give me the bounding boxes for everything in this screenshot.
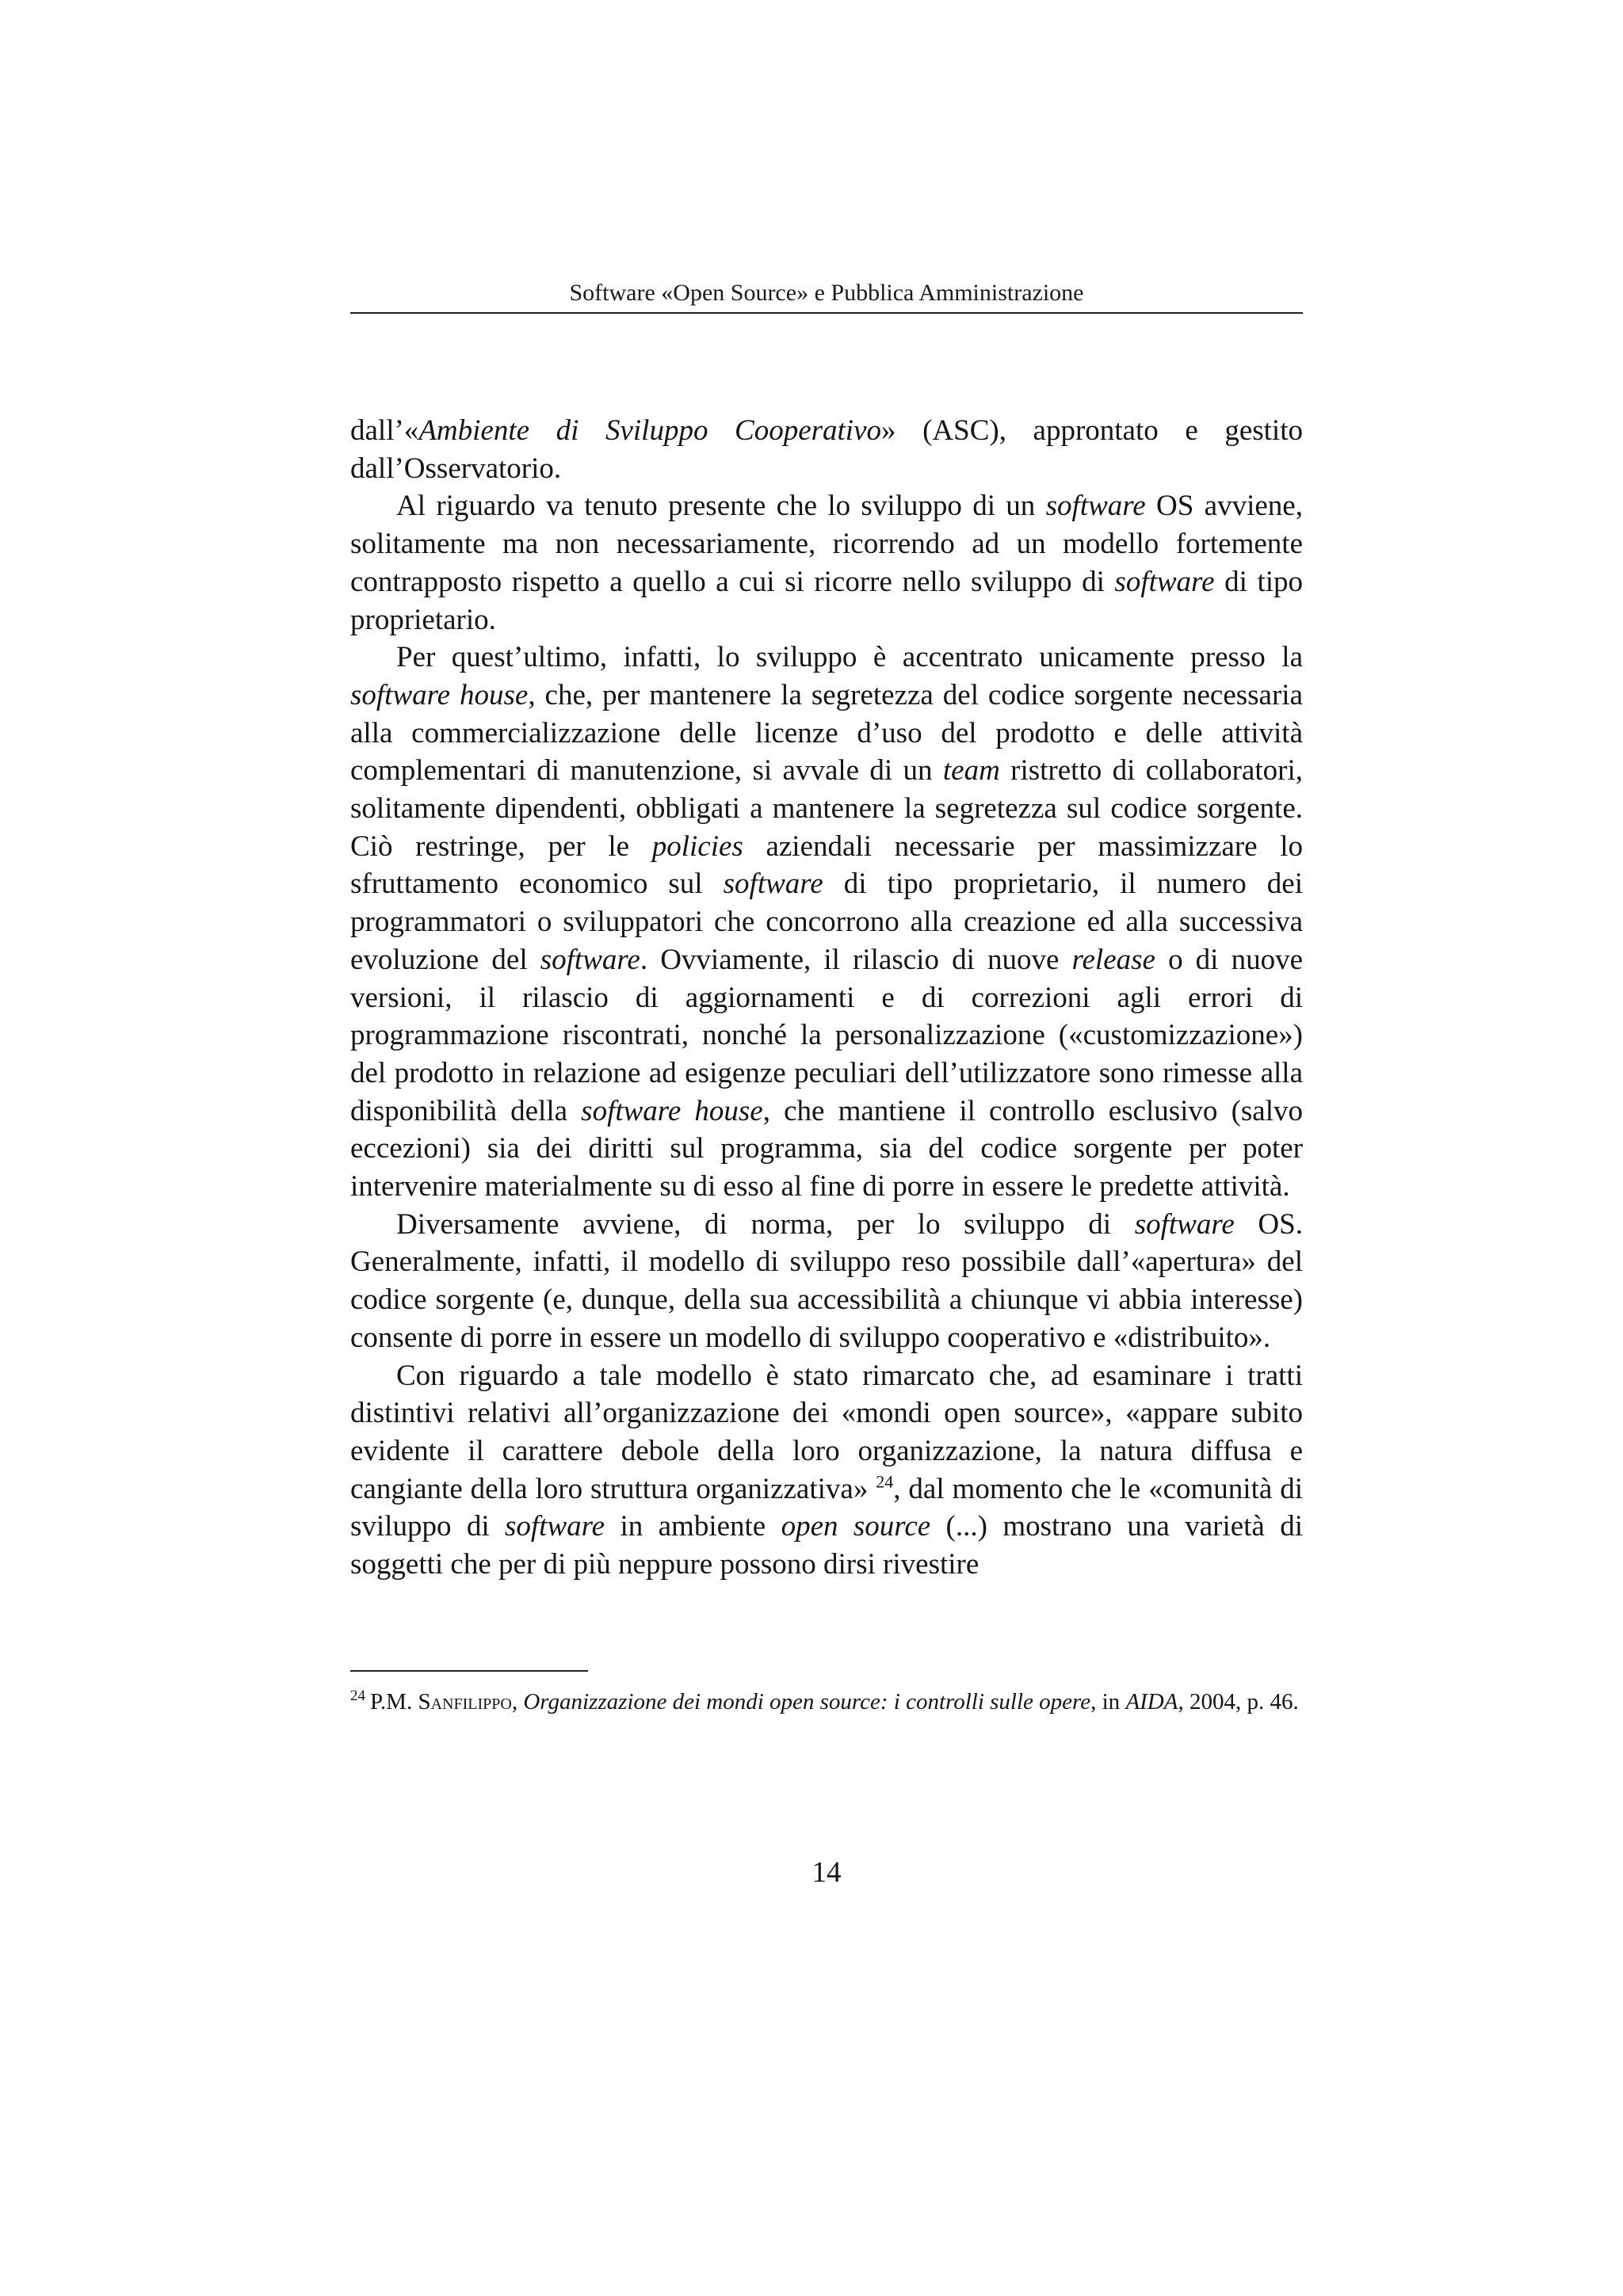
running-header: Software «Open Source» e Pubblica Amministrazione [569, 280, 1084, 306]
footnote-author: Sanfilippo [418, 1689, 512, 1714]
paragraph-5 [350, 1357, 1303, 1584]
text-run: , che, per mantenere la segretezza del codice sorgente necessaria alla commercializzazione delle licenze d’uso del prodotto e delle attività complementari di manutenzione, si avvale di un [350, 678, 1303, 788]
italic-run: release [1071, 943, 1155, 976]
footnote-24 [350, 1686, 1303, 1718]
text-run: (...) mostrano una varietà di soggetti che per di più neppure possono dirsi rivestire [350, 1510, 1304, 1581]
italic-run: software [1045, 490, 1146, 523]
text-run: dall’« [350, 414, 419, 447]
footnote-reference[interactable]: 24 [876, 1471, 894, 1492]
italic-run: Ambiente di Sviluppo Cooperativo [418, 414, 882, 447]
text-run: di tipo proprietario. [350, 565, 1303, 636]
footnote-number: 24 [350, 1688, 365, 1705]
text-run: o di nuove versioni, il rilascio di aggiornamenti e di correzioni agli errori di programmazione riscontrati, nonché la personalizzazione («customizzazione») del prodotto in relazione ad esigenze peculiari dell’utilizzatore sono rimesse alla disponibilità della [350, 943, 1303, 1127]
text-run: , in [1090, 1689, 1126, 1714]
text-run: aziendali necessarie per massimizzare lo sfruttamento economico sul [350, 830, 1303, 901]
italic-run: software [505, 1510, 605, 1543]
text-run: OS. Generalmente, infatti, il modello di sviluppo reso possibile dall’«apertura» del codice sorgente (e, dunque, della sua accessibilità a chiunque vi abbia interesse) consente di porre in essere un modello di sviluppo cooperativo e «distribuito». [350, 1207, 1303, 1354]
footnote-journal: AIDA [1125, 1689, 1178, 1714]
paragraph-1 [350, 412, 1303, 487]
text-run: Diversamente avviene, di norma, per lo sviluppo di [396, 1207, 1135, 1241]
text-run: in ambiente [605, 1510, 781, 1543]
italic-run: policies [651, 830, 743, 863]
text-run: ristretto di collaboratori, solitamente dipendenti, obbligati a mantenere la segretezza sul codice sorgente. Ciò restringe, per le [350, 754, 1303, 863]
italic-run: software [1114, 565, 1215, 598]
paragraph-4 [350, 1206, 1303, 1357]
text-run: Per quest’ultimo, infatti, lo sviluppo è accentrato unicamente presso la [396, 641, 1303, 674]
paragraph-2 [350, 487, 1303, 639]
text-run: , 2004, p. 46. [1178, 1689, 1299, 1714]
italic-run: open source [781, 1510, 931, 1543]
text-run: di tipo proprietario, il numero dei programmatori o sviluppatori che concorrono alla creazione ed alla successiva evoluzione del [350, 868, 1303, 976]
italic-run: software house [350, 678, 529, 711]
text-run: OS avviene, solitamente ma non necessariamente, ricorrendo ad un modello fortemente contrapposto rispetto a quello a cui si ricorre nello sviluppo di [350, 490, 1303, 598]
header-rule [350, 312, 1303, 314]
italic-run: team [942, 754, 1000, 788]
text-run: , [511, 1689, 524, 1714]
body-text [350, 412, 1303, 1584]
italic-run: software [540, 943, 640, 976]
footnote-rule [350, 1670, 588, 1672]
text-run: . Ovviamente, il rilascio di nuove [640, 943, 1072, 976]
text-run: Con riguardo a tale modello è stato rimarcato che, ad esaminare i tratti distintivi relativi all’organizzazione dei «mondi open source», «appare subito evidente il carattere debole della loro organizzazione, la natura diffusa e cangiante della loro struttura organizzativa» [350, 1359, 1303, 1505]
footnote-title: Organizzazione dei mondi open source: i controlli sulle opere [523, 1689, 1091, 1714]
text-run: P.M. [370, 1689, 418, 1714]
text-run: » (ASC), approntato e gestito dall’Osservatorio. [350, 414, 1303, 485]
text-run: , che mantiene il controllo esclusivo (salvo eccezioni) sia dei diritti sul programma, sia del codice sorgente per poter intervenire materialmente su di esso al fine di porre in essere le predette attività. [350, 1094, 1303, 1203]
text-run: Al riguardo va tenuto presente che lo sviluppo di un [396, 490, 1046, 523]
paragraph-3 [350, 639, 1303, 1206]
italic-run: software house [581, 1094, 763, 1127]
text-run: , dal momento che le «comunità di sviluppo di [350, 1472, 1303, 1543]
italic-run: software [1134, 1207, 1235, 1241]
italic-run: software [723, 868, 823, 901]
page-number: 14 [812, 1856, 842, 1889]
